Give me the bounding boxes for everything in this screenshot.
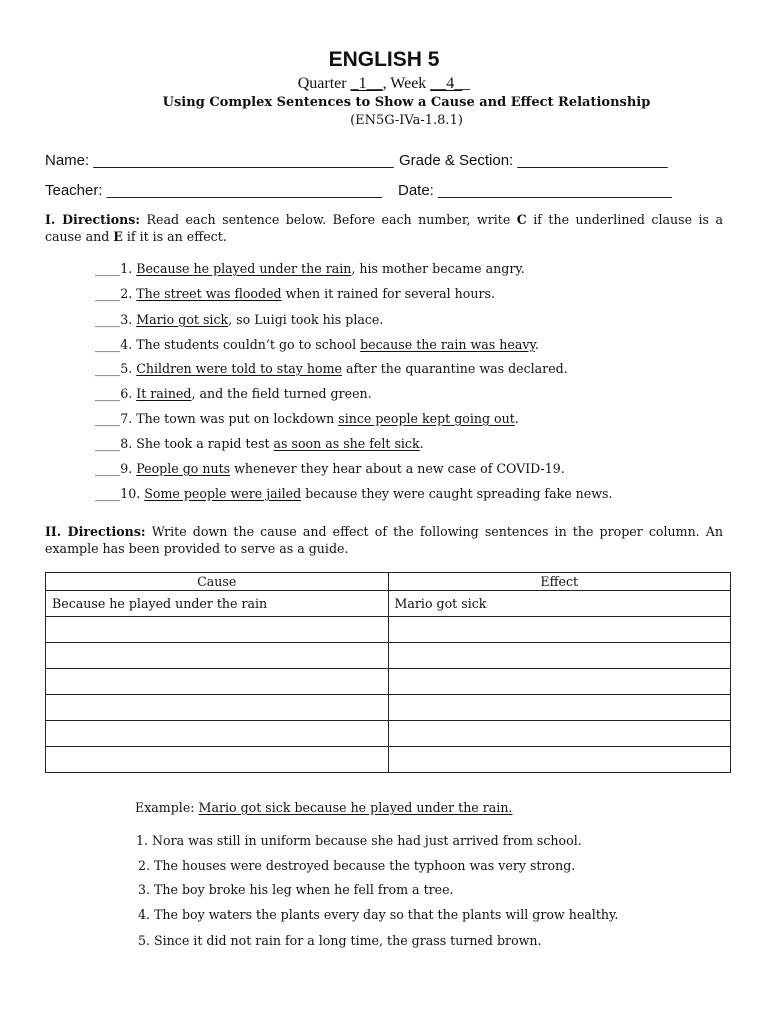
underlined-clause: as soon as she felt sick [273, 436, 420, 451]
underlined-clause: Mario got sick [136, 312, 229, 327]
lesson-subtitle: Using Complex Sentences to Show a Cause and Effect Relationship [162, 95, 651, 110]
list-item: 5. Since it did not rain for a long time, the grass turned brown. [138, 933, 542, 948]
week-value: __4_ [430, 75, 463, 92]
item-text: , his mother became angry. [351, 261, 525, 276]
item-text: after the quarantine was declared. [342, 361, 568, 376]
part2-text: Write down the cause and effect of the following sentences in the proper column. An example has been provided to serve as a guide. [45, 524, 724, 556]
item-number[interactable]: ____9. [95, 461, 137, 476]
effect-cell[interactable] [388, 695, 731, 721]
table-row [46, 747, 731, 773]
quarter-week-line [0, 75, 768, 93]
list-item [95, 361, 568, 376]
example-label: Example: [135, 800, 199, 815]
effect-cell[interactable] [388, 617, 731, 643]
part1-text-c: if it is an effect. [122, 229, 227, 244]
list-item [95, 486, 613, 501]
cause-cell[interactable] [46, 643, 389, 669]
underlined-clause: Children were told to stay home [136, 361, 342, 376]
list-item [95, 261, 525, 276]
quarter-value: _1__ [350, 75, 383, 92]
item-text: . [534, 337, 539, 352]
table-header-row [46, 573, 731, 591]
underlined-clause: since people kept going out [338, 411, 515, 426]
date-field[interactable]: Date: ____________________________ [398, 182, 672, 199]
effect-cell: Mario got sick [388, 591, 731, 617]
underlined-clause: People go nuts [136, 461, 231, 476]
cause-cell[interactable] [46, 747, 389, 773]
item-text: because they were caught spreading fake news. [301, 486, 613, 501]
competency-code: (EN5G-IVa-1.8.1) [350, 113, 463, 128]
underlined-clause: The street was flooded [136, 286, 282, 301]
example-sentence: Mario got sick because he played under the rain. [198, 800, 513, 815]
effect-cell[interactable] [388, 747, 731, 773]
list-item [95, 386, 372, 401]
table-row [46, 617, 731, 643]
cause-letter: C [516, 212, 527, 227]
table-row [46, 669, 731, 695]
part1-label: I. Directions: [45, 212, 141, 227]
list-item: 3. The boy broke his leg when he fell from a tree. [138, 882, 454, 897]
item-text: The town was put on lockdown [136, 411, 339, 426]
item-text: The students couldn’t go to school [136, 337, 361, 352]
effect-cell[interactable] [388, 643, 731, 669]
item-text: whenever they hear about a new case of COVID-19. [230, 461, 565, 476]
week-trail: _ [462, 75, 471, 92]
cause-cell[interactable] [46, 669, 389, 695]
underlined-clause: because the rain was heavy [360, 337, 535, 352]
cause-column-header: Cause [46, 573, 389, 591]
week-label: , Week [382, 75, 431, 92]
item-text: when it rained for several hours. [281, 286, 495, 301]
item-text: . [419, 436, 424, 451]
cause-effect-table [45, 572, 731, 773]
cause-cell[interactable] [46, 695, 389, 721]
list-item [95, 312, 383, 327]
effect-column-header: Effect [388, 573, 731, 591]
quarter-label: Quarter [297, 75, 351, 92]
item-number[interactable]: ____7. [95, 411, 137, 426]
grade-section-field[interactable]: Grade & Section: __________________ [399, 152, 668, 169]
part2-directions [45, 523, 723, 557]
item-number[interactable]: ____3. [95, 312, 137, 327]
item-number[interactable]: ____1. [95, 261, 137, 276]
underlined-clause: It rained [136, 386, 192, 401]
part2-label: II. Directions: [45, 524, 146, 539]
page-title: ENGLISH 5 [328, 48, 440, 71]
part1-text-a: Read each sentence below. Before each number, write [140, 212, 517, 227]
item-number[interactable]: ____5. [95, 361, 137, 376]
list-item: 2. The houses were destroyed because the typhoon was very strong. [138, 858, 576, 873]
table-row [46, 643, 731, 669]
example-line [135, 800, 512, 815]
list-item [95, 461, 565, 476]
table-row [46, 591, 731, 617]
name-field[interactable]: Name: ____________________________________ [45, 152, 394, 169]
item-text: , and the field turned green. [191, 386, 372, 401]
cause-cell: Because he played under the rain [46, 591, 389, 617]
item-text: . [514, 411, 519, 426]
list-item: 1. Nora was still in uniform because she had just arrived from school. [136, 833, 582, 848]
item-number[interactable]: ____6. [95, 386, 137, 401]
list-item [95, 436, 424, 451]
table-row [46, 721, 731, 747]
item-number[interactable]: ____10. [95, 486, 145, 501]
effect-letter: E [113, 229, 123, 244]
item-text: She took a rapid test [136, 436, 274, 451]
item-number[interactable]: ____8. [95, 436, 137, 451]
item-number[interactable]: ____2. [95, 286, 137, 301]
list-item [95, 286, 495, 301]
effect-cell[interactable] [388, 721, 731, 747]
item-number[interactable]: ____4. [95, 337, 137, 352]
list-item [95, 337, 539, 352]
item-text: , so Luigi took his place. [228, 312, 384, 327]
part1-text-b: if the underlined clause is a cause and [45, 212, 723, 244]
teacher-field[interactable]: Teacher: _________________________________ [45, 182, 382, 199]
effect-cell[interactable] [388, 669, 731, 695]
table-row [46, 695, 731, 721]
cause-cell[interactable] [46, 617, 389, 643]
list-item: 4. The boy waters the plants every day so that the plants will grow healthy. [138, 907, 619, 922]
underlined-clause: Because he played under the rain [136, 261, 352, 276]
underlined-clause: Some people were jailed [144, 486, 302, 501]
cause-cell[interactable] [46, 721, 389, 747]
part1-directions [45, 211, 723, 245]
list-item [95, 411, 519, 426]
